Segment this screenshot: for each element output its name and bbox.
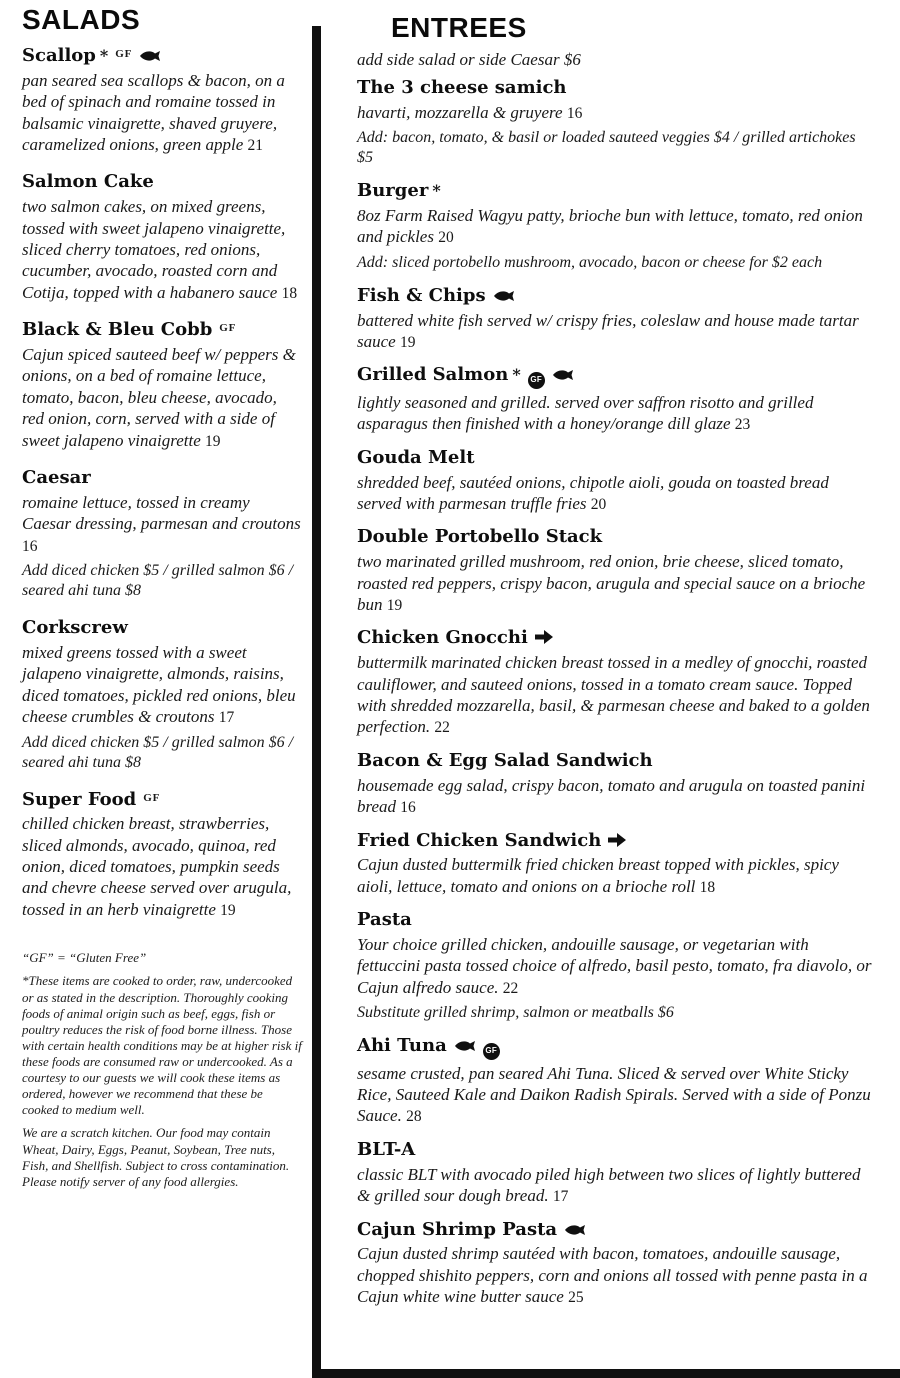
item-description: romaine lettuce, tossed in creamy Caesar dressing, parmesan and croutons <box>22 492 301 534</box>
item-name: The 3 cheese samich <box>357 77 567 98</box>
item-price: 25 <box>568 1289 584 1307</box>
item-price: 20 <box>438 229 454 247</box>
item-description: sesame crusted, pan seared Ahi Tuna. Sliced & served over White Sticky Rice, Sauteed Kale and Daikon Radish Spirals. Served with a side of Ponzu Sauce. <box>357 1063 871 1126</box>
item-name: Grilled Salmon <box>357 364 509 386</box>
item-price: 19 <box>220 901 236 919</box>
item-name: Scallop <box>22 45 96 66</box>
item-price: 16 <box>22 537 38 555</box>
item-description: chilled chicken breast, strawberries, sliced almonds, avocado, quinoa, red onion, diced tomatoes, pumpkin seeds and chevre cheese served over arugula, tossed in an herb vinaigrette <box>22 814 292 919</box>
item-description: shredded beef, sautéed onions, chipotle aioli, gouda on toasted bread served with parmesan truffle fries <box>357 472 829 513</box>
item-description: housemade egg salad, crispy bacon, tomato and arugula on toasted panini bread <box>357 775 866 816</box>
item-price: 18 <box>699 878 716 896</box>
entrees-subtitle: add side salad or side Caesar $6 <box>357 50 581 69</box>
menu-item-burger <box>357 181 872 273</box>
menu-item-fried-chicken-sandwich <box>357 831 872 898</box>
item-addendum: Add diced chicken $5 / grilled salmon $6 / seared ahi tuna $8 <box>22 733 294 771</box>
bottom-rule <box>321 1369 900 1378</box>
item-description: Your choice grilled chicken, andouille sausage, or vegetarian with fettuccini pasta tossed choice of alfredo, basil pesto, tomato, fra diavolo, or Cajun alfredo sauce. <box>357 934 872 997</box>
menu-item-gouda-melt <box>357 448 872 515</box>
item-description: two marinated grilled mushroom, red onion, brie cheese, sliced tomato, roasted red peppers, crispy bacon, arugula and special sauce on a brioche bun <box>357 552 866 614</box>
item-addendum: Add: sliced portobello mushroom, avocado, bacon or cheese for $2 each <box>357 253 823 271</box>
item-name: Cajun Shrimp Pasta <box>357 1218 558 1240</box>
menu-item-black-bleu-cobb <box>22 320 302 451</box>
item-description: mixed greens tossed with a sweet jalapeno vinaigrette, almonds, raisins, diced tomatoes, pickled red onions, bleu cheese crumbles & croutons <box>22 642 296 726</box>
item-price: 21 <box>247 136 264 154</box>
item-description: 8oz Farm Raised Wagyu patty, brioche bun with lettuce, tomato, red onion and pickles <box>357 205 863 247</box>
menu-item-ahi-tuna <box>357 1036 872 1127</box>
cooked-to-order-disclaimer: *These items are cooked to order, raw, undercooked or as stated in the description. Thoroughly cooking foods of animal origin such as beef, eggs, fish or poultry reduces the risk of food borne illness. Those with certain health conditions may be at higher risk if these foods are consumed raw or undercooked. As a courtesy to our guests we will cook these items as ordered, however we recommend that these be cooked to medium well. <box>22 973 302 1118</box>
menu-item-double-portobello-stack <box>357 527 872 615</box>
item-price: 19 <box>399 333 416 351</box>
menu-item-scallop <box>22 46 302 155</box>
item-description: pan seared sea scallops & bacon, on a bed of spinach and romaine tossed in balsamic vinaigrette, shaved gruyere, caramelized onions, green apple <box>22 70 285 154</box>
item-description: battered white fish served w/ crispy fries, coleslaw and house made tartar sauce <box>357 310 859 351</box>
item-price: 28 <box>406 1108 422 1126</box>
menu-item-3-cheese-samich <box>357 78 872 168</box>
cooked-to-order-star: * <box>512 365 521 385</box>
item-price: 17 <box>218 709 235 726</box>
entrees-column <box>321 0 900 1378</box>
item-name: Burger <box>357 180 429 202</box>
item-description: classic BLT with avocado piled high between two slices of lightly buttered & grilled sour dough bread. <box>357 1164 861 1206</box>
cooked-to-order-star: * <box>99 46 109 65</box>
item-price: 18 <box>281 284 298 302</box>
item-description: Cajun spiced sauteed beef w/ peppers & onions, on a bed of romaine lettuce, tomato, bacon, bleu cheese, avocado, red onion, corn, served with a side of sweet jalapeno vinaigrette <box>22 344 296 450</box>
item-name: Caesar <box>22 467 91 489</box>
item-addendum: Substitute grilled shrimp, salmon or meatballs $6 <box>357 1004 674 1022</box>
item-name: Bacon & Egg Salad Sandwich <box>357 749 653 771</box>
item-name: BLT-A <box>357 1138 416 1160</box>
fish-icon <box>564 1224 586 1236</box>
item-name: Super Food <box>22 788 137 810</box>
item-price: 19 <box>205 432 221 450</box>
item-name: Chicken Gnocchi <box>357 627 528 649</box>
salads-title: SALADS <box>22 4 141 35</box>
menu-item-caesar <box>22 468 302 601</box>
item-price: 22 <box>502 979 519 997</box>
item-name: Black & Bleu Cobb <box>22 319 213 341</box>
item-price: 17 <box>552 1188 569 1206</box>
menu-item-super-food <box>22 790 302 921</box>
arrow-icon <box>608 833 626 847</box>
item-description: buttermilk marinated chicken breast tossed in a medley of gnocchi, roasted cauliflower, and sauteed onions, tossed in a tomato cream sauce. Topped with shredded mozzarella, basil, & parmesan cheese and baked to a golden perfection. <box>357 653 870 737</box>
cooked-to-order-star: * <box>432 181 441 201</box>
menu-item-corkscrew <box>22 618 302 772</box>
item-price: 22 <box>434 719 450 737</box>
item-price: 20 <box>590 495 607 513</box>
item-price: 16 <box>400 798 416 816</box>
gf-label: GF <box>115 48 133 60</box>
fish-icon <box>493 290 515 302</box>
arrow-icon <box>535 630 553 644</box>
fish-icon <box>454 1040 476 1052</box>
item-name: Gouda Melt <box>357 446 475 468</box>
gf-label: GF <box>143 791 161 804</box>
menu-item-cajun-shrimp-pasta <box>357 1220 872 1308</box>
item-price: 16 <box>566 104 583 122</box>
item-name: Double Portobello Stack <box>357 526 603 548</box>
menu-item-fish-and-chips <box>357 286 872 353</box>
item-addendum: Add: bacon, tomato, & basil or loaded sauteed veggies $4 / grilled artichokes $5 <box>357 129 856 167</box>
item-name: Fish & Chips <box>357 284 486 306</box>
item-addendum: Add diced chicken $5 / grilled salmon $6 / seared ahi tuna $8 <box>22 562 294 600</box>
fish-icon <box>139 50 161 62</box>
gf-definition-note: “GF” = “Gluten Free” <box>22 950 147 966</box>
menu-item-bacon-egg-salad-sandwich <box>357 751 872 818</box>
item-description: havarti, mozzarella & gruyere <box>357 102 563 122</box>
column-divider <box>312 26 321 1378</box>
allergen-disclaimer: We are a scratch kitchen. Our food may contain Wheat, Dairy, Eggs, Peanut, Soybean, Tree nuts, Fish, and Shellfish. Subject to cross contamination. Please notify server of any food allergies. <box>22 1125 290 1189</box>
menu-item-chicken-gnocchi <box>357 628 872 737</box>
item-name: Fried Chicken Sandwich <box>357 829 602 851</box>
item-name: Ahi Tuna <box>357 1035 447 1057</box>
menu-item-grilled-salmon <box>357 365 872 434</box>
entrees-title: ENTREES <box>391 12 527 43</box>
gf-circle-icon: GF <box>528 372 545 389</box>
item-name: Corkscrew <box>22 617 128 639</box>
menu-item-salmon-cake <box>22 172 302 303</box>
item-price: 19 <box>386 596 403 614</box>
menu-item-blt-a <box>357 1140 872 1207</box>
item-name: Pasta <box>357 909 412 931</box>
footnotes <box>22 950 302 1190</box>
gf-circle-icon: GF <box>483 1043 500 1060</box>
salads-column <box>0 0 312 1378</box>
fish-icon <box>552 369 574 381</box>
item-description: Cajun dusted shrimp sautéed with bacon, tomatoes, andouille sausage, chopped shishito peppers, corn and onions all tossed with penne pasta in a Cajun white wine butter sauce <box>357 1244 868 1307</box>
gf-label: GF <box>219 322 237 335</box>
item-name: Salmon Cake <box>22 171 154 193</box>
item-description: two salmon cakes, on mixed greens, tossed with sweet jalapeno vinaigrette, sliced cherry tomatoes, red onions, cucumber, avocado, roasted corn and Cotija, topped with a habanero sauce <box>22 197 286 302</box>
menu-item-pasta <box>357 910 872 1023</box>
item-price: 23 <box>734 416 751 434</box>
item-description: Cajun dusted buttermilk fried chicken breast topped with pickles, spicy aioli, lettuce, tomato and onions on a brioche roll <box>357 855 839 896</box>
item-description: lightly seasoned and grilled. served over saffron risotto and grilled asparagus then finished with a honey/orange dill glaze <box>357 392 814 434</box>
